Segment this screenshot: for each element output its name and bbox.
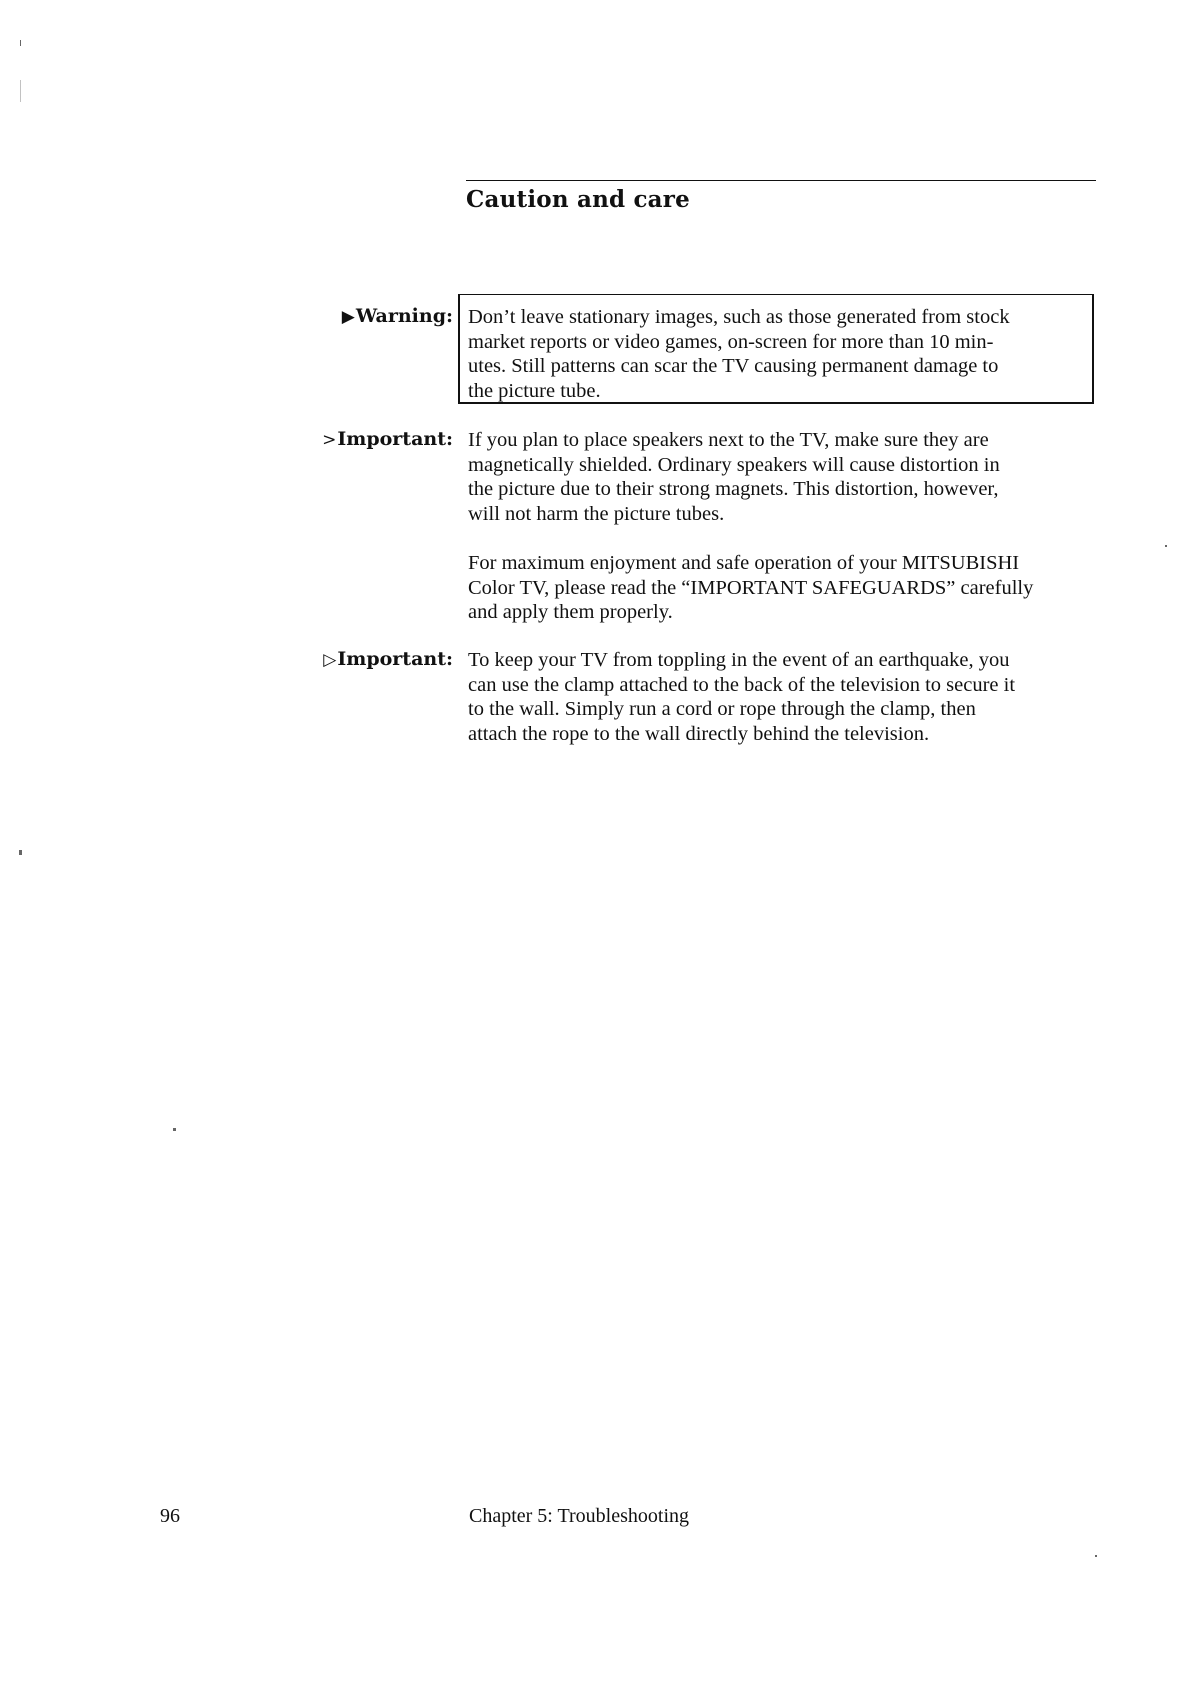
important-line: magnetically shielded. Ordinary speakers will cause distortion in bbox=[468, 453, 1000, 476]
chapter-title: Chapter 5: Troubleshooting bbox=[469, 1505, 690, 1527]
warning-label-text: Warning: bbox=[355, 305, 453, 327]
important-label-2 bbox=[323, 648, 453, 670]
page-number: 96 bbox=[160, 1505, 180, 1527]
important-label-text: Important: bbox=[337, 428, 453, 450]
warning-text bbox=[468, 305, 1010, 403]
important-line: the picture due to their strong magnets. This distortion, however, bbox=[468, 478, 999, 500]
important-line: can use the clamp attached to the back of the television to secure it bbox=[468, 673, 1016, 696]
header-rule bbox=[466, 180, 1096, 181]
important-text-1-extra bbox=[468, 551, 1033, 625]
important-label-text: Important: bbox=[337, 648, 453, 670]
important-line: If you plan to place speakers next to the TV, make sure they are bbox=[468, 429, 989, 451]
scan-speck bbox=[1165, 545, 1167, 547]
important-line: attach the rope to the wall directly behind the television. bbox=[468, 722, 930, 745]
important-text-1 bbox=[468, 428, 1000, 526]
important-hollow-marker-icon: ▷ bbox=[323, 650, 337, 670]
scan-speck bbox=[1095, 1555, 1097, 1557]
important-line: Color TV, please read the “IMPORTANT SAFEGUARDS” carefully bbox=[468, 576, 1034, 599]
important-line: and apply them properly. bbox=[468, 601, 673, 623]
warning-line: market reports or video games, on-screen for more than 10 min- bbox=[468, 330, 994, 353]
warning-line: utes. Still patterns can scar the TV causing permanent damage to bbox=[468, 355, 999, 377]
scan-speck bbox=[19, 850, 22, 855]
scan-speck bbox=[20, 80, 21, 102]
important-line: To keep your TV from toppling in the event of an earthquake, you bbox=[468, 649, 1010, 671]
warning-line: the picture tube. bbox=[468, 379, 601, 402]
warning-label bbox=[342, 305, 453, 327]
scan-speck bbox=[173, 1128, 176, 1131]
important-text-2 bbox=[468, 648, 1015, 746]
warning-line: Don’t leave stationary images, such as those generated from stock bbox=[468, 306, 1010, 328]
important-label-1 bbox=[322, 428, 453, 450]
scan-speck bbox=[20, 40, 21, 46]
important-line: For maximum enjoyment and safe operation of your MITSUBISHI bbox=[468, 552, 1020, 574]
section-title: Caution and care bbox=[466, 186, 690, 213]
important-line: to the wall. Simply run a cord or rope through the clamp, then bbox=[468, 698, 976, 720]
warning-marker-icon: ▶ bbox=[341, 307, 355, 327]
important-marker-icon: > bbox=[322, 430, 337, 450]
important-line: will not harm the picture tubes. bbox=[468, 502, 725, 525]
